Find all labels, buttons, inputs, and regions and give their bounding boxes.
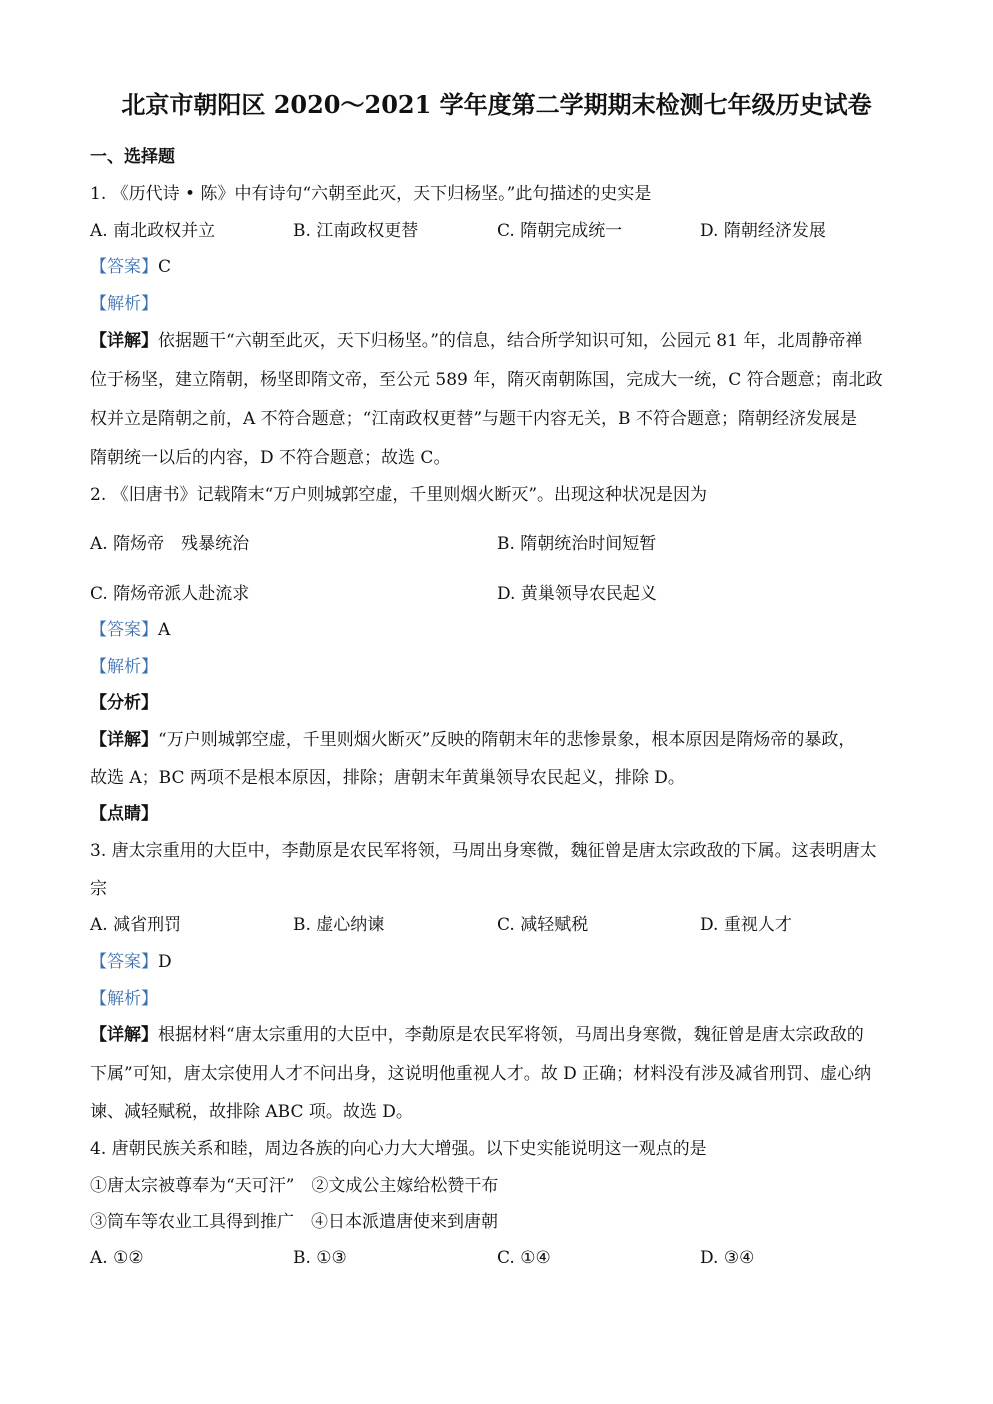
q2-detail-line-2: 故选 A；BC 两项不是根本原因，排除；唐朝末年黄巢领导农民起义，排除 D。 xyxy=(90,768,685,788)
q3-stem-line-1: 3. 唐太宗重用的大臣中，李勣原是农民军将领，马周出身寒微，魏征曾是唐太宗政敌的下属。这表明唐太 xyxy=(90,841,877,861)
q3-analysis xyxy=(90,989,158,1009)
q2-answer xyxy=(90,620,170,640)
q4-option-c: C. ①④ xyxy=(497,1248,551,1268)
detail-label: 【详解】 xyxy=(90,1025,158,1045)
q3-option-d: D. 重视人才 xyxy=(700,915,792,935)
q3-detail-text-1: 根据材料“唐太宗重用的大臣中，李勣原是农民军将领，马周出身寒微，魏征曾是唐太宗政敌的 xyxy=(158,1025,864,1045)
q2-option-d: D. 黄巢领导农民起义 xyxy=(497,584,657,604)
dianjing-label: 【点睛】 xyxy=(90,804,158,824)
q4-option-b: B. ①③ xyxy=(293,1248,347,1268)
q2-option-a: A. 隋炀帝 残暴统治 xyxy=(90,534,250,554)
q3-option-a: A. 减省刑罚 xyxy=(90,915,182,935)
q1-analysis xyxy=(90,294,158,314)
q2-option-c: C. 隋炀帝派人赴流求 xyxy=(90,584,250,604)
q1-detail-line-3: 权并立是隋朝之前，A 不符合题意；“江南政权更替”与题干内容无关，B 不符合题意；隋朝经济发展是 xyxy=(90,409,857,429)
q2-stem: 2. 《旧唐书》记载隋末“万户则城郭空虚，千里则烟火断灭”。出现这种状况是因为 xyxy=(90,485,708,505)
section-heading: 一、选择题 xyxy=(90,147,175,167)
q3-detail-line-2: 下属”可知，唐太宗使用人才不问出身，这说明他重视人才。故 D 正确；材料没有涉及减省刑罚、虚心纳 xyxy=(90,1064,872,1084)
page-title: 北京市朝阳区 2020～2021 学年度第二学期期末检测七年级历史试卷 xyxy=(121,90,872,119)
q4-option-a: A. ①② xyxy=(90,1248,144,1268)
detail-label: 【详解】 xyxy=(90,730,158,750)
q2-fenxi xyxy=(90,693,158,713)
analysis-label: 【解析】 xyxy=(90,989,158,1009)
q3-detail-line-3: 谏、减轻赋税，故排除 ABC 项。故选 D。 xyxy=(90,1102,413,1122)
answer-label: 【答案】 xyxy=(90,620,158,640)
q2-option-b: B. 隋朝统治时间短暂 xyxy=(497,534,657,554)
q2-answer-value: A xyxy=(158,620,171,640)
q1-option-c: C. 隋朝完成统一 xyxy=(497,221,623,241)
q1-stem: 1. 《历代诗 • 陈》中有诗句“六朝至此灭，天下归杨坚。”此句描述的史实是 xyxy=(90,184,652,204)
q3-option-c: C. 减轻赋税 xyxy=(497,915,589,935)
q3-answer xyxy=(90,952,172,972)
q3-answer-value: D xyxy=(158,952,172,972)
q1-detail-line-4: 隋朝统一以后的内容，D 不符合题意；故选 C。 xyxy=(90,448,451,468)
q1-option-b: B. 江南政权更替 xyxy=(293,221,419,241)
q2-analysis xyxy=(90,657,158,677)
q4-items-line-2: ③筒车等农业工具得到推广 ④日本派遣唐使来到唐朝 xyxy=(90,1212,498,1232)
detail-label: 【详解】 xyxy=(90,331,158,351)
q3-stem-line-2: 宗 xyxy=(90,879,107,899)
q1-detail-line-1 xyxy=(90,331,862,351)
analysis-label: 【解析】 xyxy=(90,657,158,677)
q4-stem: 4. 唐朝民族关系和睦，周边各族的向心力大大增强。以下史实能说明这一观点的是 xyxy=(90,1139,707,1159)
q3-option-b: B. 虚心纳谏 xyxy=(293,915,385,935)
q1-answer xyxy=(90,257,171,277)
analysis-label: 【解析】 xyxy=(90,294,158,314)
q2-detail-line-1 xyxy=(90,730,855,750)
answer-label: 【答案】 xyxy=(90,952,158,972)
answer-label: 【答案】 xyxy=(90,257,158,277)
q1-detail-text-1: 依据题干“六朝至此灭，天下归杨坚。”的信息，结合所学知识可知，公园元 81 年，北周静帝禅 xyxy=(158,331,863,351)
q4-option-d: D. ③④ xyxy=(700,1248,755,1268)
q2-dianjing xyxy=(90,804,158,824)
q1-answer-value: C xyxy=(158,257,172,277)
q2-detail-text-1: “万户则城郭空虚，千里则烟火断灭”反映的隋朝末年的悲惨景象，根本原因是隋炀帝的暴政， xyxy=(158,730,856,750)
q1-detail-line-2: 位于杨坚，建立隋朝，杨坚即隋文帝，至公元 589 年，隋灭南朝陈国，完成大一统，C 符合题意；南北政 xyxy=(90,370,883,390)
q1-option-d: D. 隋朝经济发展 xyxy=(700,221,826,241)
q4-items-line-1: ①唐太宗被尊奉为“天可汗” ②文成公主嫁给松赞干布 xyxy=(90,1176,499,1196)
q1-option-a: A. 南北政权并立 xyxy=(90,221,216,241)
q3-detail-line-1 xyxy=(90,1025,864,1045)
fenxi-label: 【分析】 xyxy=(90,693,158,713)
